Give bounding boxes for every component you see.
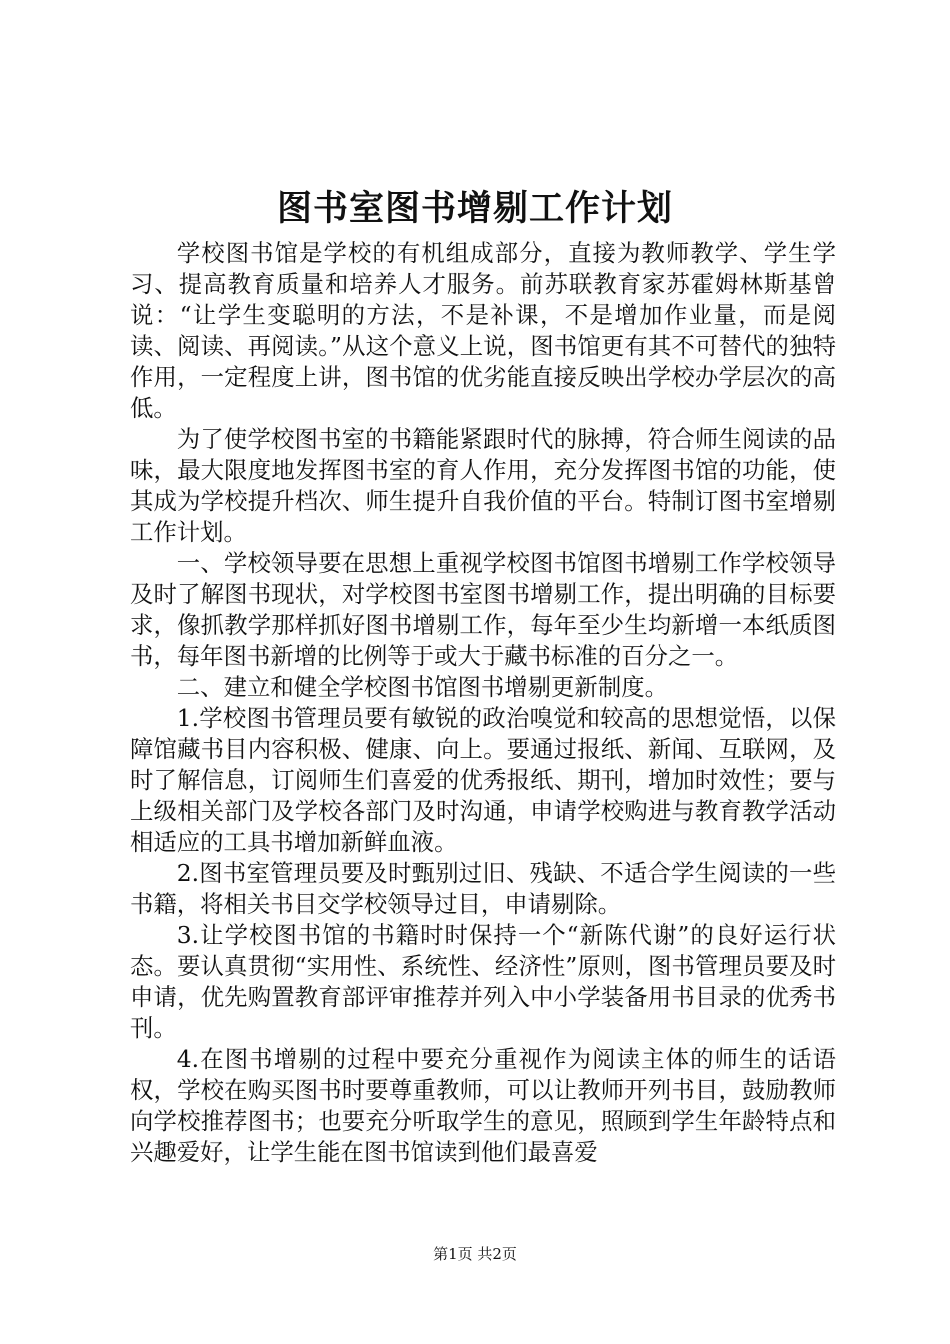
- paragraph-intro: 学校图书馆是学校的有机组成部分，直接为教师教学、学生学习、提高教育质量和培养人才服务。前苏联教育家苏霍姆林斯基曾说：“让学生变聪明的方法，不是补课，不是增加作业量，而是阅读、阅读、再阅读。”从这个意义上说，图书馆更有其不可替代的独特作用，一定程度上讲，图书馆的优劣能直接反映出学校办学层次的高低。: [130, 239, 836, 422]
- paragraph-item-3: 3.让学校图书馆的书籍时时保持一个“新陈代谢”的良好运行状态。要认真贯彻“实用性、系统性、经济性”原则，图书管理员要及时申请，优先购置教育部评审推荐并列入中小学装备用书目录的优秀书刊。: [130, 921, 836, 1042]
- page-footer: 第1页 共2页: [433, 1245, 517, 1263]
- document-title: 图书室图书增剔工作计划: [276, 188, 673, 229]
- paragraph-section-two-heading: 二、建立和健全学校图书馆图书增剔更新制度。: [176, 673, 668, 701]
- paragraph-purpose: 为了使学校图书室的书籍能紧跟时代的脉搏，符合师生阅读的品味，最大限度地发挥图书室的育人作用，充分发挥图书馆的功能，使其成为学校提升档次、师生提升自我价值的平台。特制订图书室增剔工作计划。: [130, 425, 836, 546]
- paragraph-section-one: 一、学校领导要在思想上重视学校图书馆图书增剔工作学校领导及时了解图书现状，对学校图书室图书增剔工作，提出明确的目标要求，像抓教学那样抓好图书增剔工作，每年至少生均新增一本纸质图书，每年图书新增的比例等于或大于藏书标准的百分之一。: [130, 549, 836, 670]
- paragraph-item-4: 4.在图书增剔的过程中要充分重视作为阅读主体的师生的话语权，学校在购买图书时要尊重教师，可以让教师开列书目，鼓励教师向学校推荐图书；也要充分听取学生的意见，照顾到学生年龄特点和兴趣爱好，让学生能在图书馆读到他们最喜爱: [130, 1045, 836, 1166]
- paragraph-item-1: 1.学校图书管理员要有敏锐的政治嗅觉和较高的思想觉悟，以保障馆藏书目内容积极、健康、向上。要通过报纸、新闻、互联网，及时了解信息，订阅师生们喜爱的优秀报纸、期刊，增加时效性；要与上级相关部门及学校各部门及时沟通，申请学校购进与教育教学活动相适应的工具书增加新鲜血液。: [130, 704, 836, 856]
- paragraph-item-2: 2.图书室管理员要及时甄别过旧、残缺、不适合学生阅读的一些书籍，将相关书目交学校领导过目，申请剔除。: [130, 859, 836, 918]
- document-body: [130, 238, 836, 1168]
